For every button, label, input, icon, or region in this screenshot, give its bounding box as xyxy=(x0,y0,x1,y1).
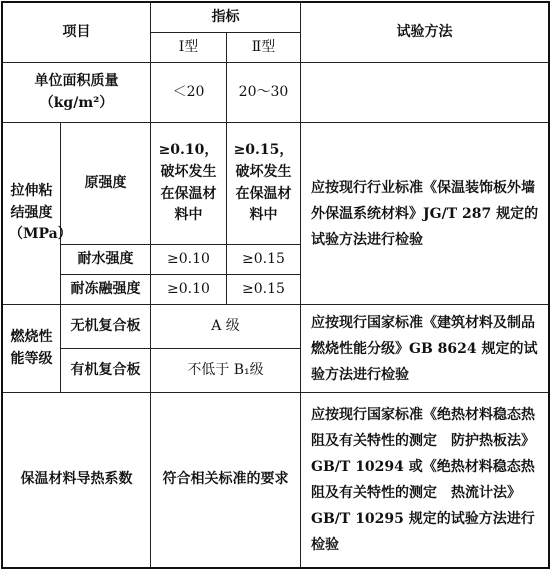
tensile-method: 应按现行行业标准《保温装饰板外墙外保温系统材料》JG/T 287 规定的试验方法进行检验 xyxy=(301,123,549,305)
tensile-original-label: 原强度 xyxy=(61,123,151,245)
tensile-water-type1: ≥0.10 xyxy=(151,245,227,275)
mass-label-line2: （kg/m²） xyxy=(39,94,114,111)
tensile-water-label: 耐水强度 xyxy=(61,245,151,275)
tensile-freeze-type2: ≥0.15 xyxy=(227,275,301,305)
tensile-original-type2: ≥0.15，破坏发生在保温材料中 xyxy=(227,123,301,245)
conductivity-label: 保温材料导热系数 xyxy=(3,393,151,568)
header-type1: Ⅰ型 xyxy=(151,33,227,63)
combustion-organic-value: 不低于 B₁级 xyxy=(151,349,301,393)
mass-type2: 20～30 xyxy=(227,63,301,123)
tensile-group-label: 拉伸粘结强度（MPa） xyxy=(3,123,61,305)
combustion-organic-label: 有机复合板 xyxy=(61,349,151,393)
row-mass-label xyxy=(3,63,151,123)
tensile-water-type2: ≥0.15 xyxy=(227,245,301,275)
header-type2: Ⅱ型 xyxy=(227,33,301,63)
tensile-freeze-type1: ≥0.10 xyxy=(151,275,227,305)
combustion-method: 应按现行国家标准《建筑材料及制品燃烧性能分级》GB 8624 规定的试验方法进行检验 xyxy=(301,305,549,393)
spec-table xyxy=(2,2,549,568)
combustion-inorganic-value: A 级 xyxy=(151,305,301,349)
header-indicator: 指标 xyxy=(151,3,301,33)
combustion-inorganic-label: 无机复合板 xyxy=(61,305,151,349)
mass-type1: ＜20 xyxy=(151,63,227,123)
header-method: 试验方法 xyxy=(301,3,549,63)
combustion-group-label: 燃烧性能等级 xyxy=(3,305,61,393)
conductivity-value: 符合相关标准的要求 xyxy=(151,393,301,568)
header-item: 项目 xyxy=(3,3,151,63)
tensile-original-type1: ≥0.10，破坏发生在保温材料中 xyxy=(151,123,227,245)
mass-label-line1: 单位面积质量 xyxy=(34,72,119,89)
mass-method xyxy=(301,63,549,123)
tensile-freeze-label: 耐冻融强度 xyxy=(61,275,151,305)
conductivity-method: 应按现行国家标准《绝热材料稳态热阻及有关特性的测定 防护热板法》GB/T 10294 或《绝热材料稳态热阻及有关特性的测定 热流计法》GB/T 10295 规定的试验方法进行检验 xyxy=(301,393,549,568)
